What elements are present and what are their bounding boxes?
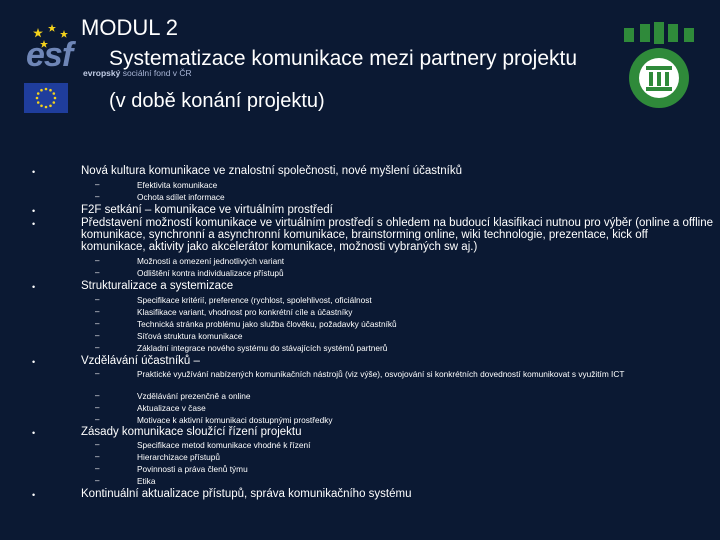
list-item-text: Představení možností komunikace ve virtuálním prostředí s ohledem na budoucí klasifikaci nutnou pro výběr (online a offline komunikace, synchronní a asynchronní komunikace, brainstorming online, wiki technologie, prezentace, kick off komunikace, aktivity jako akcelerátor komunikace, možnosti vybraných sw aj.) [81, 217, 713, 253]
dash: – [95, 192, 100, 201]
dash: – [95, 391, 100, 400]
bullet: • [32, 167, 36, 177]
bullet: • [32, 357, 36, 367]
dash: – [95, 476, 100, 485]
dash: – [95, 319, 100, 328]
bullet: • [32, 206, 36, 216]
dash: – [95, 452, 100, 461]
dash: – [95, 369, 100, 378]
sub-item-text: Specifikace kritérií, preference (rychlost, spolehlivost, oficiálnost [137, 295, 372, 305]
sub-item-text: Specifikace metod komunikace vhodné k řízení [137, 440, 311, 450]
sub-item-text: Vzdělávání prezenčně a online [137, 391, 251, 401]
sub-item-text: Základní integrace nového systému do stávajících systémů partnerů [137, 343, 388, 353]
list-item-text: Vzdělávání účastníků – [81, 355, 200, 367]
dash: – [95, 307, 100, 316]
list-item-text: Strukturalizace a systemizace [81, 280, 234, 292]
dash: – [95, 415, 100, 424]
sub-item-text: Ochota sdílet informace [137, 192, 225, 202]
dash: – [95, 268, 100, 277]
sub-item-text: Hierarchizace přístupů [137, 452, 221, 462]
list-item-text: Nová kultura komunikace ve znalostní společnosti, nové myšlení účastníků [81, 165, 462, 177]
dash: – [95, 256, 100, 265]
sub-item-text: Možnosti a omezení jednotlivých variant [137, 256, 285, 266]
list-item-text: Kontinuální aktualizace přístupů, správa komunikačního systému [81, 488, 412, 500]
dash: – [95, 295, 100, 304]
sub-item-text: Motivace k aktivní komunikaci dostupnými prostředky [137, 415, 333, 425]
sub-item-text: Praktické využívání nabízených komunikačních nástrojů (viz výše), osvojování si konkrétních dovedností komunikovat s využitím ICT [137, 369, 625, 379]
dash: – [95, 343, 100, 352]
module-subtitle: Systematizace komunikace mezi partnery projektu [109, 47, 578, 70]
sub-item-text: Aktualizace v čase [137, 403, 206, 413]
university-seal-logo [620, 18, 698, 114]
list-item-text: F2F setkání – komunikace ve virtuálním prostředí [81, 204, 333, 216]
dash: – [95, 464, 100, 473]
sub-item-text: Povinnosti a práva členů týmu [137, 464, 248, 474]
sub-item-text: Klasifikace variant, vhodnost pro konkrétní cíle a účastníky [137, 307, 353, 317]
sub-item-text: Technická stránka problému jako služba člověku, požadavky účastníků [137, 319, 397, 329]
list-item-text: Zásady komunikace sloužící řízení projektu [81, 426, 302, 438]
module-subtitle-note: (v době konání projektu) [109, 90, 325, 112]
bullet: • [32, 219, 36, 229]
dash: – [95, 440, 100, 449]
sub-item-text: Efektivita komunikace [137, 180, 218, 190]
sub-item-text: Etika [137, 476, 156, 486]
module-title: MODUL 2 [81, 15, 178, 40]
dash: – [95, 331, 100, 340]
sub-item-text: Odlištění kontra individualizace přístupů [137, 268, 284, 278]
esf-logo-subtitle: evropský sociální fond v ČR [83, 68, 192, 78]
bullet: • [32, 490, 36, 500]
dash: – [95, 403, 100, 412]
sub-item-text: Síťová struktura komunikace [137, 331, 243, 341]
dash: – [95, 180, 100, 189]
esf-logo-mark: esf [26, 36, 73, 74]
bullet: • [32, 282, 36, 292]
bullet: • [32, 428, 36, 438]
eu-flag-icon [24, 83, 68, 113]
